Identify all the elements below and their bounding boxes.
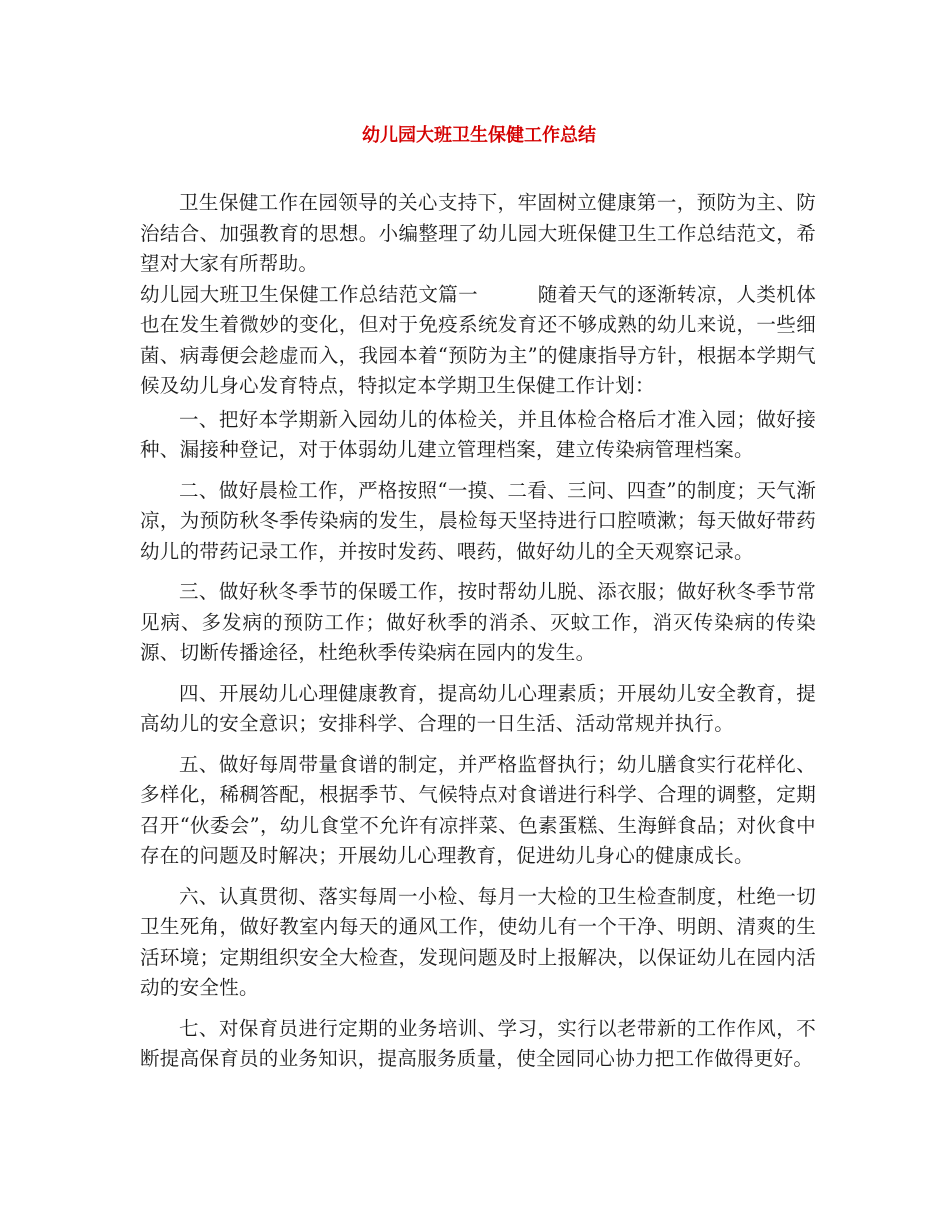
document-title: 幼儿园大班卫生保健工作总结 [362, 125, 596, 146]
item-paragraph-1: 一、把好本学期新入园幼儿的体检关，并且体检合格后才准入园；做好接种、漏接种登记，对于体弱幼儿建立管理档案，建立传染病管理档案。 [140, 407, 816, 461]
item-paragraph-6: 六、认真贯彻、落实每周一小检、每月一大检的卫生检查制度，杜绝一切卫生死角，做好教室内每天的通风工作，使幼儿有一个干净、明朗、清爽的生活环境；定期组织安全大检查，发现问题及时上报解决，以保证幼儿在园内活动的安全性。 [140, 884, 816, 999]
item-paragraph-2: 二、做好晨检工作，严格按照“一摸、二看、三问、四查”的制度；天气渐凉，为预防秋冬季传染病的发生，晨检每天坚持进行口腔喷漱；每天做好带药幼儿的带药记录工作，并按时发药、喂药，做好幼儿的全天观察记录。 [140, 478, 816, 563]
item-paragraph-4: 四、开展幼儿心理健康教育，提高幼儿心理素质；开展幼儿安全教育，提高幼儿的安全意识；安排科学、合理的一日生活、活动常规并执行。 [140, 681, 816, 735]
document-page [140, 118, 816, 1075]
section-heading-paragraph: 幼儿园大班卫生保健工作总结范文篇一 随着天气的逐渐转凉，人类机体也在发生着微妙的变化，但对于免疫系统发育还不够成熟的幼儿来说，一些细菌、病毒便会趁虚而入，我园本着“预防为主”的健康指导方针，根据本学期气候及幼儿身心发育特点，特拟定本学期卫生保健工作计划： [140, 282, 816, 397]
item-paragraph-5: 五、做好每周带量食谱的制定，并严格监督执行；幼儿膳食实行花样化、多样化，稀稠答配，根据季节、气候特点对食谱进行科学、合理的调整，定期召开“伙委会”，幼儿食堂不允许有凉拌菜、色素蛋糕、生海鲜食品；对伙食中存在的问题及时解决；开展幼儿心理教育，促进幼儿身心的健康成长。 [140, 752, 816, 867]
item-paragraph-3: 三、做好秋冬季节的保暖工作，按时帮幼儿脱、添衣服；做好秋冬季节常见病、多发病的预防工作；做好秋季的消杀、灭蚊工作，消灭传染病的传染源、切断传播途径，杜绝秋季传染病在园内的发生。 [140, 580, 816, 664]
item-paragraph-7: 七、对保育员进行定期的业务培训、学习，实行以老带新的工作作风，不断提高保育员的业务知识，提高服务质量，使全园同心协力把工作做得更好。 [140, 1016, 816, 1070]
intro-paragraph: 卫生保健工作在园领导的关心支持下，牢固树立健康第一，预防为主、防治结合、加强教育的思想。小编整理了幼儿园大班保健卫生工作总结范文，希望对大家有所帮助。 [140, 191, 816, 275]
